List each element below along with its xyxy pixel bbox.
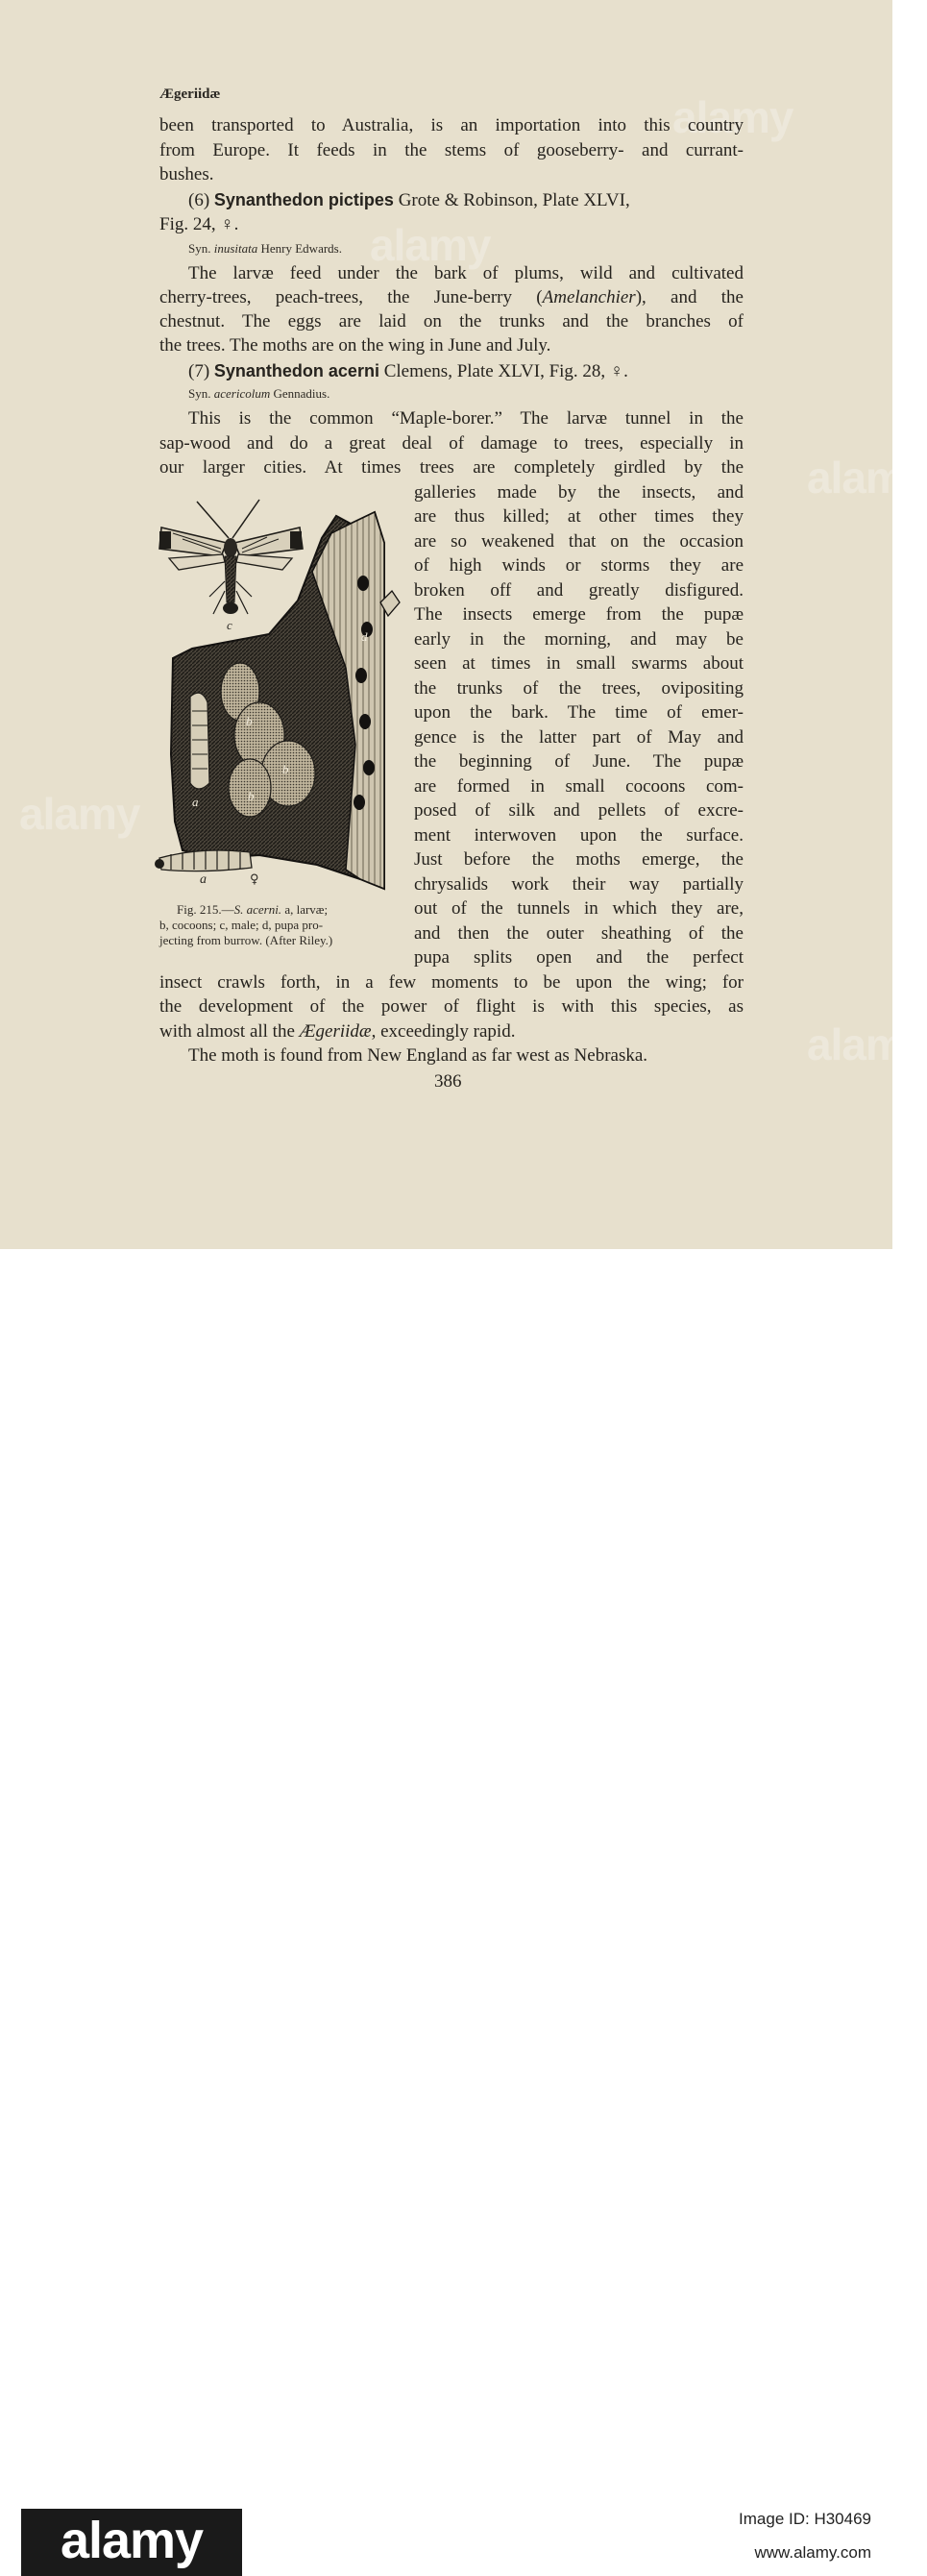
text-line: upon the bark. The time of emer- bbox=[414, 702, 744, 723]
text-line: from Europe. It feeds in the stems of gooseberry- and currant- bbox=[159, 140, 744, 160]
page-number: 386 bbox=[434, 1071, 462, 1092]
figure-caption-line: b, cocoons; c, male; d, pupa pro- bbox=[159, 918, 324, 932]
fig-label-b: b bbox=[246, 714, 253, 728]
text-line: cherry-trees, peach-trees, the June-berry (Amelanchier), and the bbox=[159, 287, 744, 307]
text-line: are formed in small cocoons com- bbox=[414, 776, 744, 797]
text-line: the beginning of June. The pupæ bbox=[414, 751, 744, 772]
text-line: chestnut. The eggs are laid on the trunks and the branches of bbox=[159, 311, 744, 331]
text-line: the development of the power of flight is with this species, as bbox=[159, 996, 744, 1017]
fig-label-b: b bbox=[282, 762, 289, 776]
engraving-figure bbox=[154, 495, 405, 894]
fig-label-c: c bbox=[227, 618, 232, 632]
text-line: insect crawls forth, in a few moments to be upon the wing; for bbox=[159, 972, 744, 993]
text-line: broken off and greatly disfigured. bbox=[414, 580, 744, 601]
text-line: our larger cities. At times trees are completely girdled by the bbox=[159, 457, 744, 478]
site-url: www.alamy.com bbox=[754, 2543, 871, 2562]
fig-label-d: d bbox=[361, 629, 368, 644]
species-heading-6: (6) Synanthedon pictipes Grote & Robinson, Plate XLVI, bbox=[188, 190, 630, 210]
maple-borer-illustration bbox=[154, 495, 405, 894]
text-line: been transported to Australia, is an importation into this country bbox=[159, 115, 744, 135]
fig-label-a: a bbox=[192, 795, 199, 809]
species-name: Synanthedon acerni bbox=[213, 361, 379, 380]
text-line: Just before the moths emerge, the bbox=[414, 849, 744, 870]
species-name: Synanthedon pictipes bbox=[213, 190, 394, 209]
image-id-label: Image ID: H30469 bbox=[739, 2510, 871, 2528]
watermark: alamy bbox=[19, 789, 140, 839]
text-line: This is the common “Maple-borer.” The larvæ tunnel in the bbox=[188, 408, 744, 429]
figure-caption-line: Fig. 215.—S. acerni. a, larvæ; bbox=[177, 902, 329, 917]
text-line: are thus killed; at other times they bbox=[414, 506, 744, 527]
text-line: ment interwoven upon the surface. bbox=[414, 825, 744, 846]
fig-label-a: a bbox=[200, 872, 207, 887]
text-line: early in the morning, and may be bbox=[414, 629, 744, 650]
bark-drawing bbox=[171, 512, 400, 889]
text-line: the trees. The moths are on the wing in June and July. bbox=[159, 335, 551, 356]
watermark: alamy bbox=[807, 1019, 927, 1069]
fig-label-female: ♀ bbox=[250, 872, 259, 887]
text-line: posed of silk and pellets of excre- bbox=[414, 800, 744, 821]
text-line: of high winds or storms they are bbox=[414, 555, 744, 576]
text-line: Fig. 24, ♀. bbox=[159, 214, 239, 234]
text-line: galleries made by the insects, and bbox=[414, 482, 744, 503]
text-line: The moth is found from New England as far west as Nebraska. bbox=[188, 1045, 648, 1066]
running-head: Ægeriidæ bbox=[159, 86, 221, 102]
text-line: The insects emerge from the pupæ bbox=[414, 604, 744, 625]
text-line: and then the outer sheathing of the bbox=[414, 923, 744, 944]
moth-drawing bbox=[159, 500, 303, 614]
text-line: with almost all the Ægeriidæ, exceedingly rapid. bbox=[159, 1021, 516, 1042]
watermark: alamy bbox=[370, 220, 491, 270]
stock-footer bbox=[0, 1249, 892, 2569]
text-line: the trunks of the trees, ovipositing bbox=[414, 678, 744, 699]
text-line: The larvæ feed under the bark of plums, wild and cultivated bbox=[188, 263, 744, 283]
watermark: alamy bbox=[672, 92, 793, 142]
text-line: chrysalids work their way partially bbox=[414, 874, 744, 895]
text-line: are so weakened that on the occasion bbox=[414, 531, 744, 552]
text-line: sap-wood and do a great deal of damage to trees, especially in bbox=[159, 433, 744, 454]
text-line: seen at times in small swarms about bbox=[414, 653, 744, 674]
species-heading-7: (7) Synanthedon acerni Clemens, Plate XLVI, Fig. 28, ♀. bbox=[188, 361, 628, 381]
text-line: bushes. bbox=[159, 164, 214, 184]
figure-caption-line: jecting from burrow. (After Riley.) bbox=[159, 933, 333, 947]
fig-label-b: b bbox=[248, 789, 255, 803]
larva-drawing bbox=[155, 850, 252, 871]
text-line: gence is the latter part of May and bbox=[414, 727, 744, 748]
book-page bbox=[0, 0, 927, 1249]
synonym-line: Syn. inusitata Henry Edwards. bbox=[188, 241, 342, 256]
watermark: alamy bbox=[807, 453, 927, 503]
text-line: pupa splits open and the perfect bbox=[414, 947, 744, 968]
alamy-logo: alamy bbox=[21, 2509, 242, 2576]
synonym-line: Syn. acericolum Gennadius. bbox=[188, 386, 330, 401]
text-line: out of the tunnels in which they are, bbox=[414, 898, 744, 919]
